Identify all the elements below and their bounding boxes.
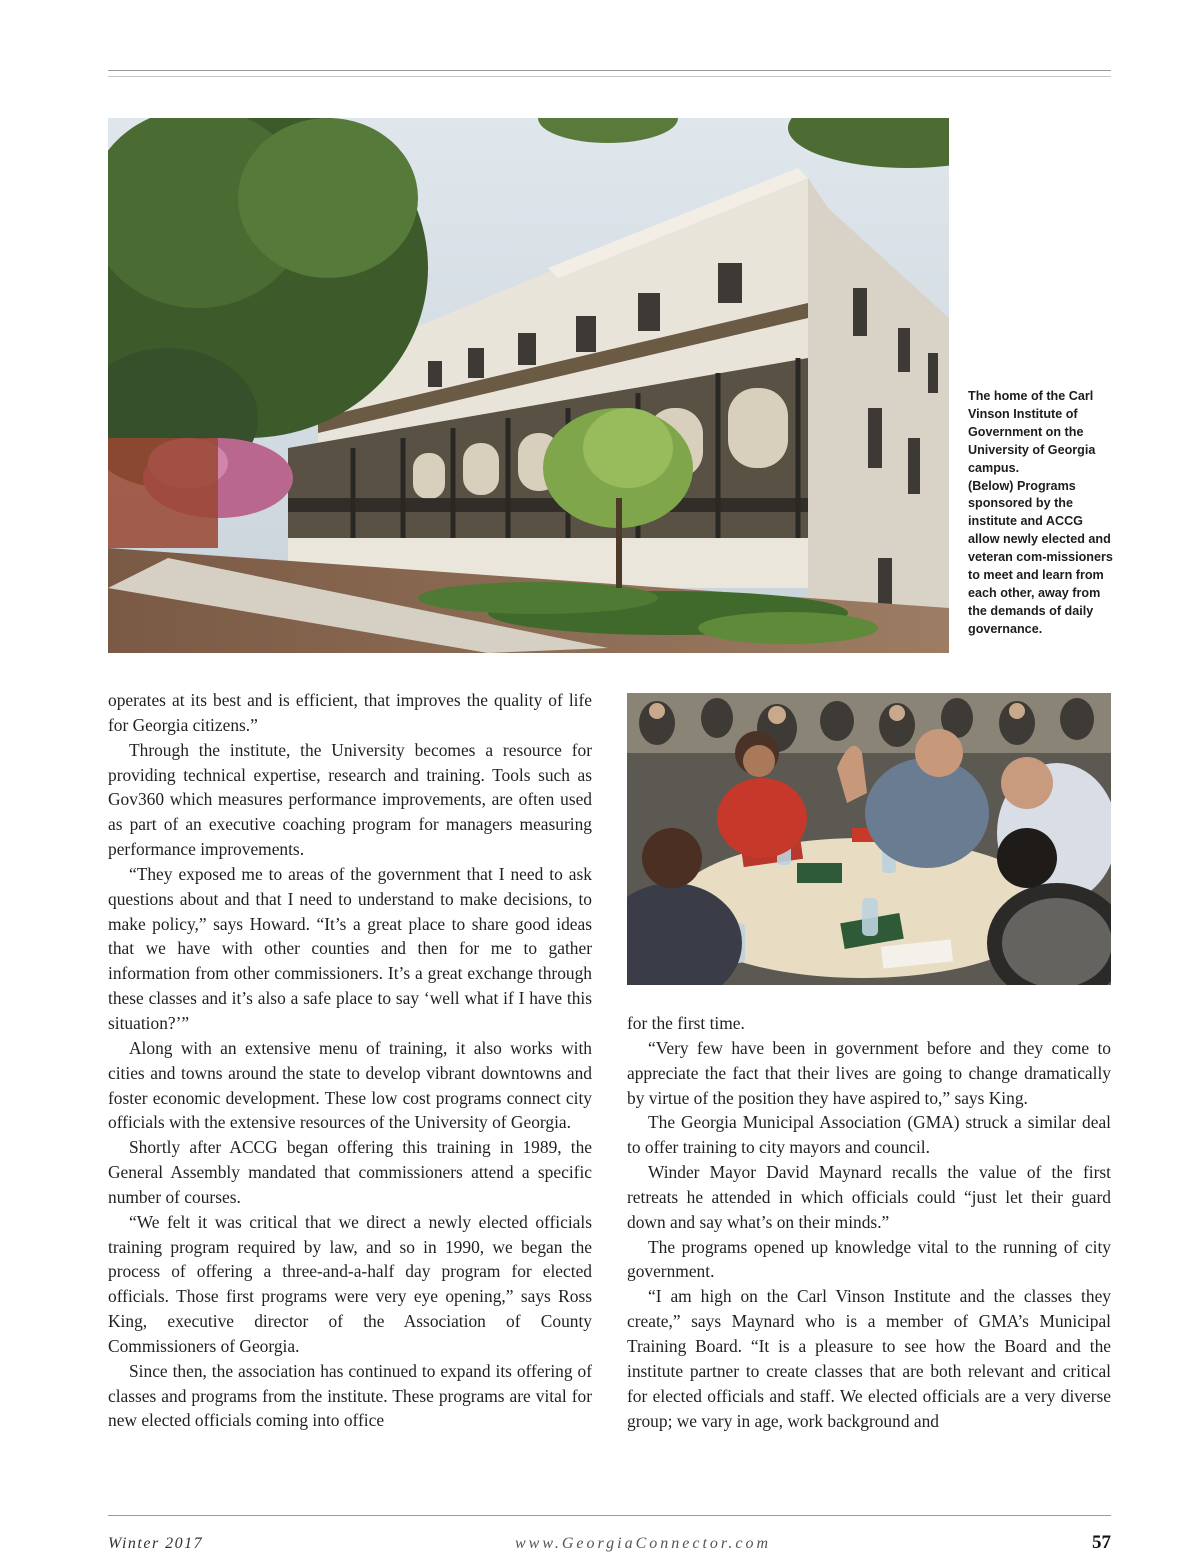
top-rule — [108, 70, 1111, 77]
paragraph: “I am high on the Carl Vinson Institute and the classes they create,” says Maynard who is a member of GMA’s Municipal Training Board. “It is a pleasure to see how the Board and the institute partner to create classes that are both relevant and critical for elected officials and staff. We elected officials are a very diverse group; we vary in age, work background and — [627, 1286, 1111, 1431]
paragraph: The programs opened up knowledge vital to the running of city government. — [627, 1236, 1111, 1282]
page-number: 57 — [1092, 1532, 1111, 1553]
paragraph: “They exposed me to areas of the government that I need to ask questions about and that I need to understand to make decisions, to make policy,” says Howard. “It’s a great place to share good ideas that we have with other counties and then for me to gather information from other commissioners. It’s a great exchange through these classes and it’s also a safe place to say ‘well what if I have this situation?’” — [108, 863, 592, 1033]
caption-below: (Below) Programs sponsored by the institute and ACCG allow newly elected and veteran com-missioners to meet and learn from each other, away from the demands of daily governance. — [968, 478, 1113, 636]
paragraph: “Very few have been in government before and they come to appreciate the fact that their lives are going to change dramatically by virtue of the position they have aspired to,” says King. — [627, 1037, 1111, 1108]
paragraph: for the first time. — [627, 1013, 745, 1033]
paragraph: The Georgia Municipal Association (GMA) struck a similar deal to offer training to city mayors and council. — [627, 1112, 1111, 1158]
body-text-right-column — [627, 1011, 1111, 1433]
bottom-rule — [108, 1515, 1111, 1516]
paragraph: Winder Mayor David Maynard recalls the value of the first retreats he attended in which officials could “just let their guard down and say what’s on their minds.” — [627, 1162, 1111, 1232]
website-url: www.GeorgiaConnector.com — [515, 1535, 771, 1552]
caption-main: The home of the Carl Vinson Institute of Government on the University of Georgia campus. — [968, 389, 1096, 475]
carl-vinson-institute-photo — [108, 118, 949, 653]
body-text-left-column — [108, 688, 592, 1433]
paragraph: Since then, the association has continued to expand its offering of classes and programs from the institute. These programs are vital for new elected officials coming into office — [108, 1360, 592, 1431]
issue-date: Winter 2017 — [108, 1535, 204, 1552]
paragraph: Through the institute, the University becomes a resource for providing technical expertise, research and training. Tools such as Gov360 which measures performance improvements, are often used as part of an executive coaching program for managers measuring performance improvements. — [108, 739, 592, 860]
photo-caption — [968, 388, 1116, 639]
paragraph: Along with an extensive menu of training, it also works with cities and towns around the state to develop vibrant downtowns and foster economic development. These low cost programs connect city officials with the extensive resources of the University of Georgia. — [108, 1037, 592, 1133]
paragraph: “We felt it was critical that we direct a newly elected officials training program required by law, and so in 1990, we began the process of offering a three-and-a-half day program for elected officials. Those first programs were very eye opening,” says Ross King, executive director of the Association of County Commissioners of Georgia. — [108, 1211, 592, 1356]
training-session-photo — [627, 693, 1111, 985]
paragraph: operates at its best and is efficient, that improves the quality of life for Georgia citizens.” — [108, 690, 592, 735]
paragraph: Shortly after ACCG began offering this training in 1989, the General Assembly mandated that commissioners attend a specific number of courses. — [108, 1137, 592, 1207]
